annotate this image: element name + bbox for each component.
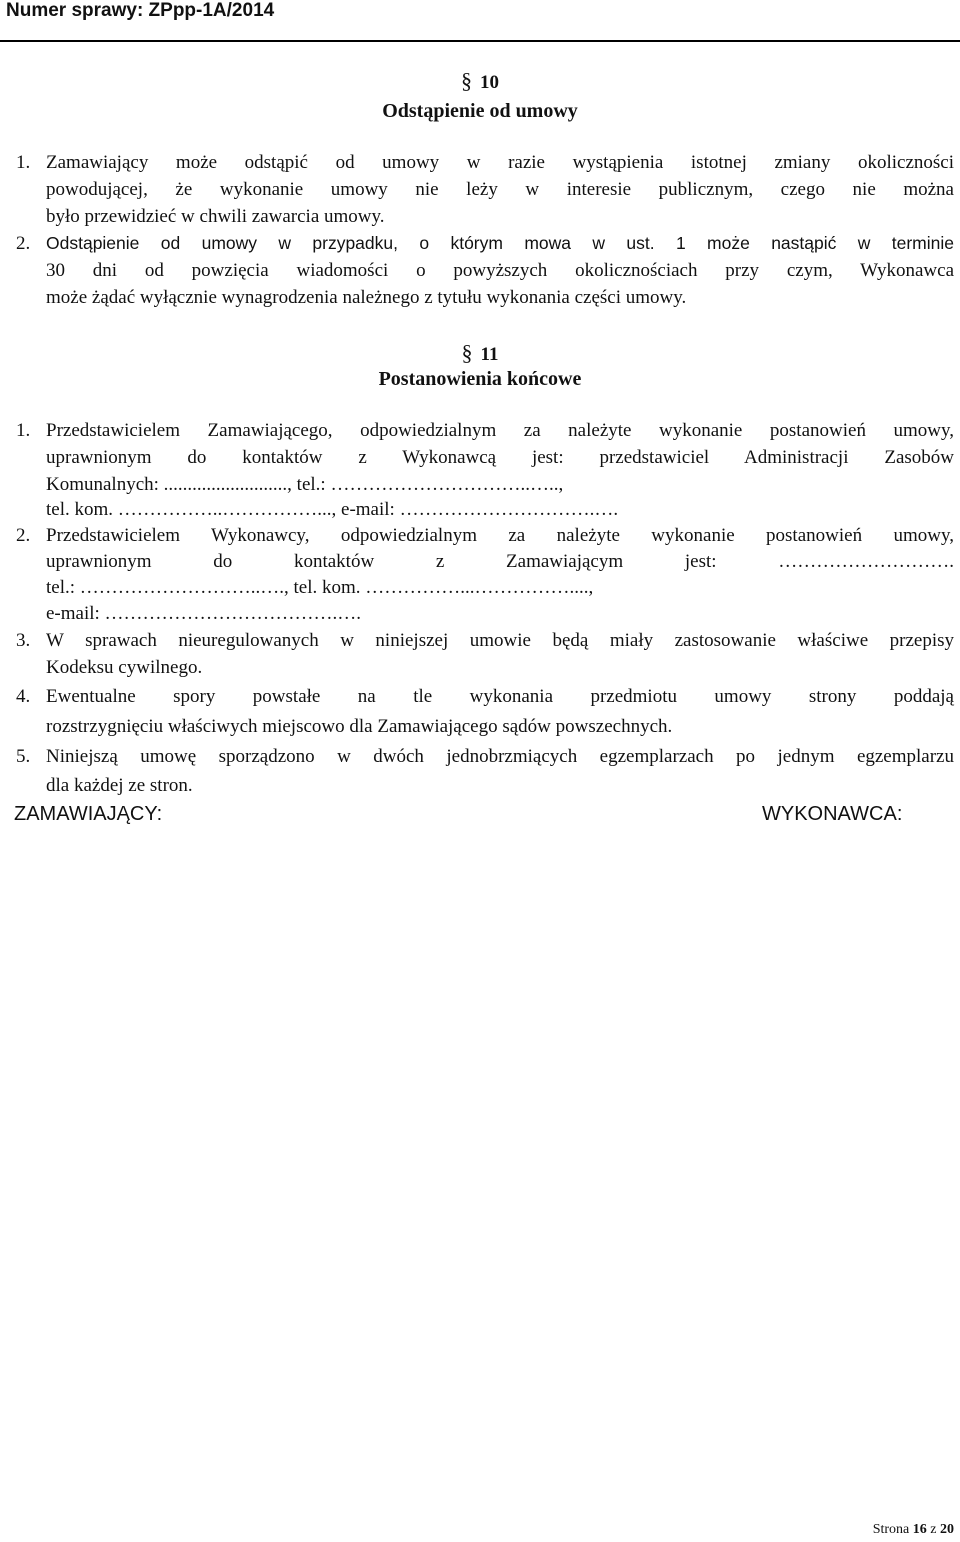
paragraph-sign: § xyxy=(461,68,472,93)
s11-item-5-number: 5. xyxy=(16,746,31,767)
s11-item-4-line-1: Ewentualne spory powstałe na tle wykonania przedmiotu umowy strony poddają xyxy=(46,686,954,707)
s11-item-2-number: 2. xyxy=(16,525,31,546)
s11-item-3-line-1: W sprawach nieuregulowanych w niniejszej umowie będą miały zastosowanie właściwe przepisy xyxy=(46,630,954,651)
footer-page-number: 16 xyxy=(912,1522,927,1537)
s11-item-1-line-3: Komunalnych: .........................., tel.: …………………………..….., xyxy=(46,474,564,495)
s11-item-1-number: 1. xyxy=(16,420,31,441)
s10-item-2-line-2: 30 dni od powzięcia wiadomości o powyższych okolicznościach przy czym, Wykonawca xyxy=(46,260,954,281)
footer-prefix: Strona xyxy=(872,1522,910,1537)
s11-item-5-line-2: dla każdej ze stron. xyxy=(46,775,193,796)
s10-item-2-line-1: Odstąpienie od umowy w przypadku, o którym mowa w ust. 1 może nastąpić w terminie xyxy=(46,233,954,253)
paragraph-sign: § xyxy=(461,340,473,365)
s10-item-1-number: 1. xyxy=(16,152,31,173)
section-11-heading xyxy=(0,340,960,366)
s11-item-1-line-4: tel. kom. ……………..……………..., e-mail: ………………………….…. xyxy=(46,499,619,520)
footer-total-pages: 20 xyxy=(940,1522,954,1537)
footer-separator: z xyxy=(930,1522,937,1537)
s10-item-1-line-1: Zamawiający może odstąpić od umowy w razie wystąpienia istotnej zmiany okoliczności xyxy=(46,152,954,173)
s11-item-3-line-2: Kodeksu cywilnego. xyxy=(46,657,203,678)
page-header xyxy=(0,0,960,42)
signature-ordering-party: ZAMAWIAJĄCY: xyxy=(14,803,163,825)
s10-item-2-line-3: może żądać wyłącznie wynagrodzenia należnego z tytułu wykonania części umowy. xyxy=(46,287,687,308)
signature-contractor: WYKONAWCA: xyxy=(762,803,903,825)
s11-item-5-line-1: Niniejszą umowę sporządzono w dwóch jednobrzmiących egzemplarzach po jednym egzemplarzu xyxy=(46,746,954,767)
section-11-number: 11 xyxy=(480,344,499,365)
s11-item-4-number: 4. xyxy=(16,686,31,707)
s10-item-2-number: 2. xyxy=(16,233,31,254)
section-11-title: Postanowienia końcowe xyxy=(378,368,582,390)
s11-item-3-number: 3. xyxy=(16,630,31,651)
s11-item-2-line-2: uprawnionym do kontaktów z Zamawiającym jest: ………………………. xyxy=(46,551,954,572)
s10-item-1-line-3: było przewidzieć w chwili zawarcia umowy. xyxy=(46,206,385,227)
s10-item-1-line-2: powodującej, że wykonanie umowy nie leży w interesie publicznym, czego nie można xyxy=(46,179,954,200)
s11-item-4-line-2: rozstrzygnięciu właściwych miejscowo dla Zamawiającego sądów powszechnych. xyxy=(46,716,673,737)
section-10-title: Odstąpienie od umowy xyxy=(382,100,578,122)
page-footer xyxy=(873,1522,954,1538)
s11-item-1-line-2: uprawnionym do kontaktów z Wykonawcą jest: przedstawiciel Administracji Zasobów xyxy=(46,447,954,468)
s11-item-2-line-3: tel.: ………………………..…., tel. kom. ……………...……………...., xyxy=(46,577,594,598)
s11-item-2-line-4: e-mail: ……………………………….…. xyxy=(46,603,362,624)
section-10-number: 10 xyxy=(480,72,499,93)
case-number: Numer sprawy: ZPpp-1A/2014 xyxy=(6,0,275,21)
section-10-heading xyxy=(0,68,960,94)
s11-item-2-line-1: Przedstawicielem Wykonawcy, odpowiedzialnym za należyte wykonanie postanowień umowy, xyxy=(46,525,954,546)
s11-item-1-line-1: Przedstawicielem Zamawiającego, odpowiedzialnym za należyte wykonanie postanowień umowy, xyxy=(46,420,954,441)
